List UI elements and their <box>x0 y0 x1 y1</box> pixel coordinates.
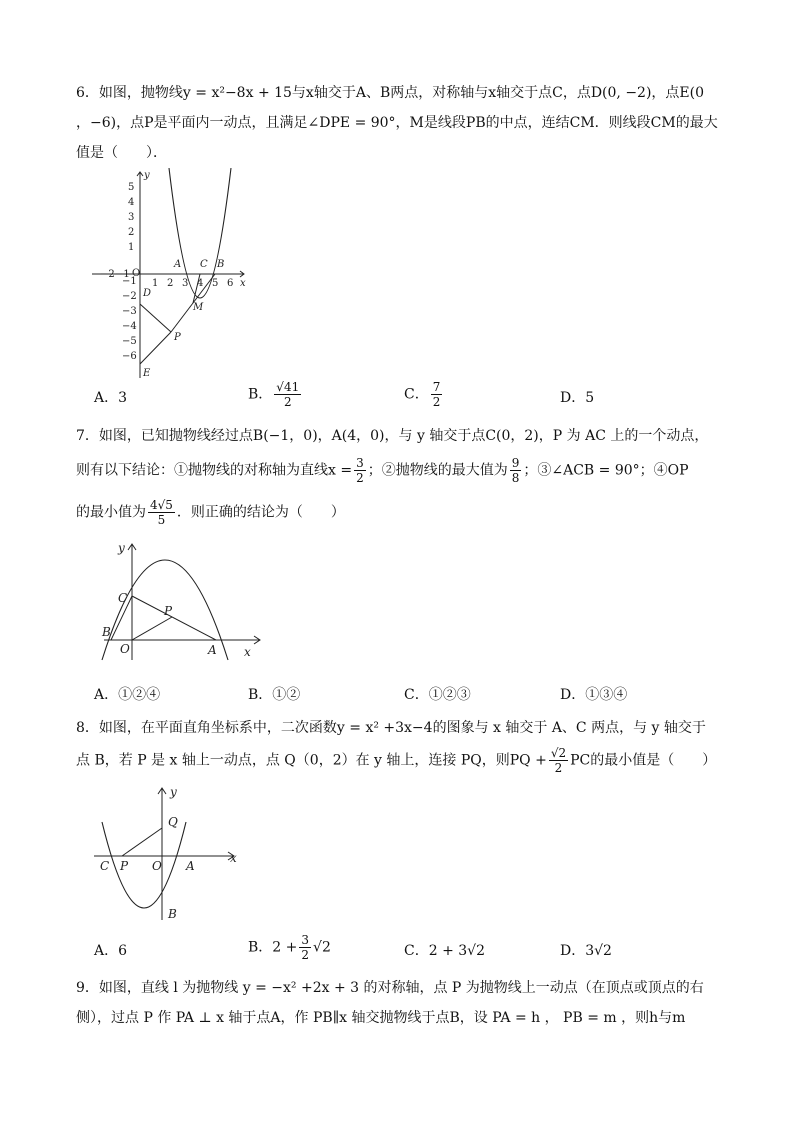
q6-option-c-den: 2 <box>432 395 441 409</box>
q6-option-d[interactable]: D．5 <box>560 390 595 406</box>
q7-segment-op <box>132 617 172 640</box>
q7-x-label: x <box>244 645 251 659</box>
q7-frac3-num: 4√5 <box>150 498 173 512</box>
q8-point-q: Q <box>168 815 178 829</box>
q8-point-b: B <box>168 907 177 921</box>
q9-line-1: 9．如图，直线 l 为抛物线 y = −x² +2x + 3 的对称轴，点 P 为抛物线上一动点（在顶点或顶点的右 <box>76 980 704 996</box>
q9-line-2: 侧），过点 P 作 PA ⊥ x 轴于点A，作 PB∥x 轴交抛物线于点B，设 PA = h ， PB = m ，则h与m <box>76 1010 686 1026</box>
q8-point-p: P <box>120 859 129 873</box>
q7-option-a[interactable]: A．①②④ <box>94 687 161 703</box>
q6-ytick: −3 <box>122 306 137 317</box>
q8-line-2-a: 点 B，若 P 是 x 轴上一动点，点 Q（0，2）在 y 轴上，连接 PQ，则PQ + <box>76 752 547 769</box>
q8-segment-pq <box>122 828 162 856</box>
q6-segment-pe <box>140 332 171 364</box>
q6-line-1: 6．如图，抛物线y = x²−8x + 15与x轴交于A、B两点，对称轴与x轴交于点C，点D(0, −2)，点E(0 <box>76 85 705 101</box>
q7-option-b[interactable]: B．①② <box>248 687 301 703</box>
q6-point-e: E <box>143 368 151 379</box>
q8-option-b-fraction <box>299 933 311 962</box>
q6-point-d: D <box>143 288 152 299</box>
q6-option-b-prefix: B． <box>248 386 273 403</box>
q6-segment-dp <box>140 304 171 332</box>
q8-y-label: y <box>170 785 177 799</box>
q8-option-b-suffix: √2 <box>313 939 331 956</box>
q8-option-b-prefix: B．2 + <box>248 939 298 956</box>
q6-point-p: P <box>174 332 181 343</box>
q8-option-c[interactable]: C．2 + 3√2 <box>404 943 485 959</box>
q7-frac2-num: 9 <box>511 456 520 470</box>
q7-frac3-den: 5 <box>157 513 166 527</box>
q8-point-a: A <box>186 859 195 873</box>
q6-ytick: −5 <box>122 336 137 347</box>
q7-line-2-b: ；②抛物线的最大值为 <box>367 462 508 479</box>
q8-line-2 <box>76 746 716 775</box>
q6-xtick: 1 <box>152 278 159 289</box>
q6-ytick: 1 <box>128 242 135 253</box>
q8-line-2-b: PC的最小值是（ ） <box>570 752 717 769</box>
q6-option-a[interactable]: A．3 <box>94 390 128 406</box>
q6-ytick: −2 <box>122 291 137 302</box>
q7-frac1-num: 3 <box>356 456 364 470</box>
q7-line-2-frac2 <box>510 456 522 485</box>
q6-ytick: 5 <box>128 182 135 193</box>
q6-xtick: −2 <box>100 269 115 280</box>
q6-point-c: C <box>200 259 208 270</box>
q8-line-2-frac <box>549 746 568 775</box>
q6-option-b-fraction <box>274 380 301 409</box>
q6-xtick: 3 <box>182 278 189 289</box>
q8-option-b[interactable] <box>248 933 331 962</box>
q8-point-c: C <box>100 859 110 873</box>
q8-option-d[interactable]: D．3√2 <box>560 943 612 959</box>
q6-ytick: 4 <box>128 197 135 208</box>
q7-option-d[interactable]: D．①③④ <box>560 687 628 703</box>
q6-xtick: 2 <box>167 278 174 289</box>
q7-y-label: y <box>118 541 125 555</box>
q7-point-b: B <box>102 625 111 639</box>
q7-line-2 <box>76 456 689 485</box>
q7-frac2-den: 8 <box>511 471 520 485</box>
q7-option-c[interactable]: C．①②③ <box>404 687 471 703</box>
q7-point-p: P <box>164 604 173 618</box>
q6-ytick: −4 <box>122 321 137 332</box>
q8-frac-den: 2 <box>554 761 563 775</box>
q8-figure <box>92 784 242 924</box>
q6-xtick: 4 <box>197 278 204 289</box>
q6-option-b-den: 2 <box>283 395 292 409</box>
q7-line-2-c: ；③∠ACB = 90°；④OP <box>523 462 689 479</box>
q8-point-o: O <box>152 859 162 873</box>
q7-line-3 <box>76 498 345 527</box>
q7-line-1: 7．如图，已知抛物线经过点B(−1，0)，A(4，0)，与 y 轴交于点C(0，2)，P 为 AC 上的一个动点， <box>76 428 709 444</box>
q8-frac-num: √2 <box>550 746 567 760</box>
q6-ytick: 2 <box>128 227 135 238</box>
q6-ytick: −6 <box>122 351 137 362</box>
q8-parabola <box>102 822 186 908</box>
q6-point-a: A <box>174 259 182 270</box>
q6-option-c[interactable] <box>404 380 444 409</box>
q6-point-m: M <box>193 302 204 313</box>
q7-line-3-a: 的最小值为 <box>76 504 146 521</box>
q6-xtick: −1 <box>115 269 130 280</box>
q7-point-c: C <box>118 591 128 605</box>
q7-figure <box>98 538 268 664</box>
q6-xtick: 5 <box>212 278 219 289</box>
q8-line-1: 8．如图，在平面直角坐标系中，二次函数y = x² +3x−4的图象与 x 轴交于 A、C 两点，与 y 轴交于 <box>76 720 706 736</box>
q6-ytick: 3 <box>128 212 135 223</box>
q7-line-2-a: 则有以下结论：①抛物线的对称轴为直线x = <box>76 462 353 479</box>
q7-line-2-frac1 <box>354 456 366 485</box>
q8-x-label: x <box>230 851 237 865</box>
q6-y-label: y <box>144 170 150 181</box>
q7-point-a: A <box>208 643 217 657</box>
q6-line-3: 值是（ ）． <box>76 145 167 161</box>
q6-origin-label: O <box>132 268 141 279</box>
q8-option-b-num: 3 <box>301 933 310 947</box>
q6-option-b-num: √41 <box>276 380 300 394</box>
q6-xtick: 6 <box>227 278 234 289</box>
q6-line-2: ，−6)，点P是平面内一动点，且满足∠DPE = 90°，M是线段PB的中点，连结CM．则线段CM的最大 <box>76 115 718 131</box>
q7-line-3-b: ．则正确的结论为（ ） <box>176 504 345 521</box>
q7-line-3-frac <box>148 498 175 527</box>
q6-x-label: x <box>240 278 246 289</box>
q6-ytick: −1 <box>122 276 137 287</box>
q6-option-c-prefix: C． <box>404 386 429 403</box>
q7-point-o: O <box>120 642 130 656</box>
q8-option-a[interactable]: A．6 <box>94 943 128 959</box>
q6-figure <box>92 168 252 380</box>
q8-option-b-den: 2 <box>301 948 310 962</box>
q7-frac1-den: 2 <box>356 471 364 485</box>
q6-point-b: B <box>217 259 225 270</box>
q6-option-c-fraction <box>431 380 443 409</box>
q6-option-b[interactable] <box>248 380 303 409</box>
q7-segment-ca <box>132 596 216 640</box>
q6-option-c-num: 7 <box>432 380 441 394</box>
